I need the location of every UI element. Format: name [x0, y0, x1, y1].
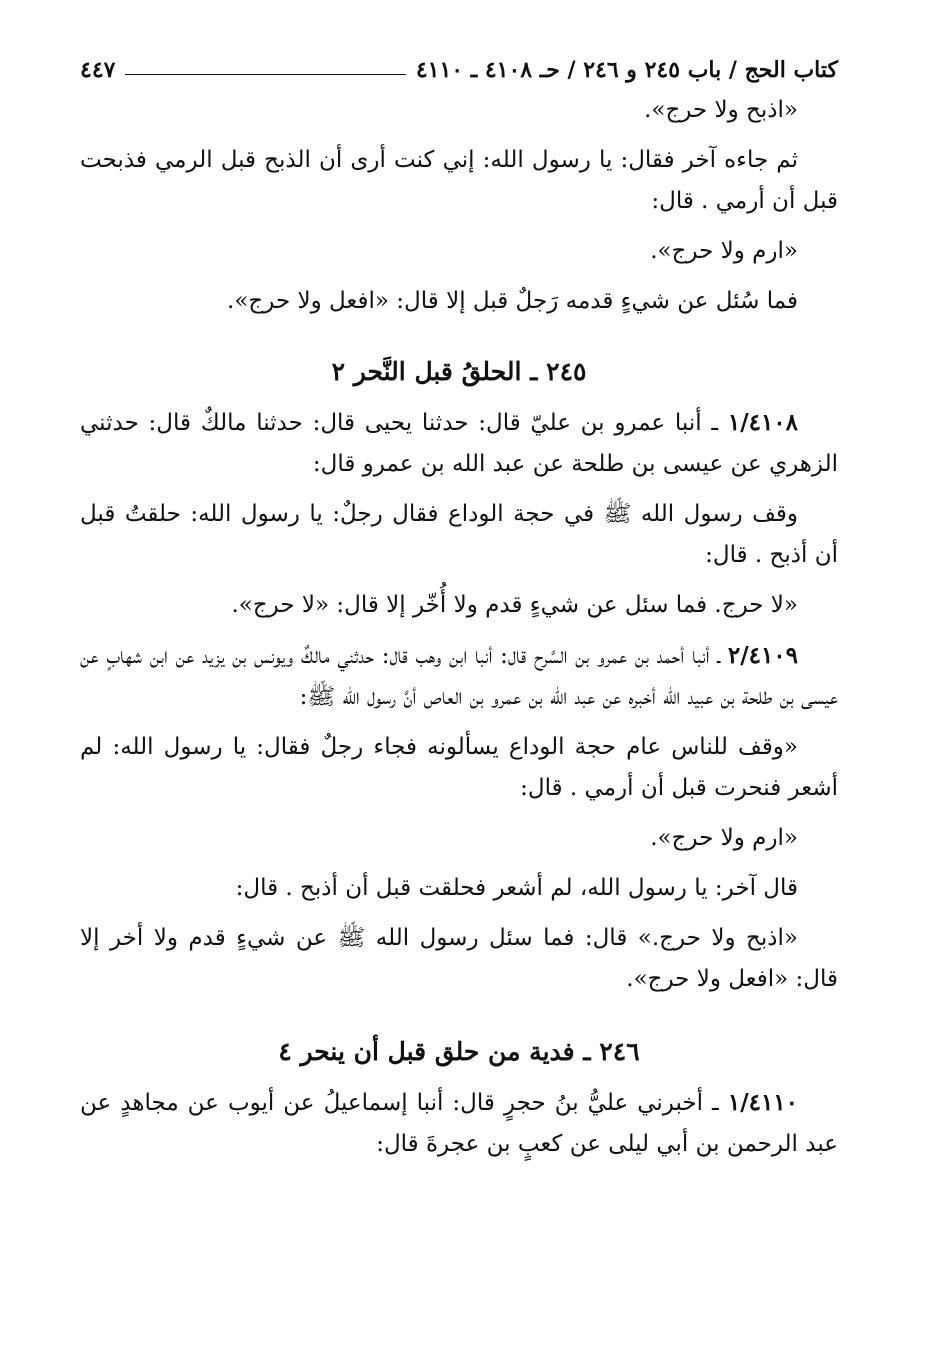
section-246-heading: ٢٤٦ ـ فدية من حلق قبل أن ينحر ٤	[278, 1037, 640, 1066]
hadith-4109-reply-2: «اذبح ولا حرج.» قال: فما سئل رسول الله ﷺ عن شيءٍ قدم ولا أخر إلا قال: «افعل ولا حرج».	[80, 925, 838, 992]
page-number: ٤٤٧	[80, 57, 116, 83]
hadith-4109-number: ٢/٤١٠٩	[727, 642, 799, 669]
hadith-4108-text: ـ أنبا عمرو بن عليّ قال: حدثنا يحيى قال: حدثنا مالكٌ قال: حدثني الزهري عن عيسى بن طلحة عن عبد الله بن عمرو قال:	[80, 410, 838, 477]
hadith-4108-matn: وقف رسول الله ﷺ في حجة الوداع فقال رجلٌ: يا رسول الله: حلقتُ قبل أن أذبح . قال:	[80, 501, 838, 568]
header-title: كتاب الحج / باب ٢٤٥ و ٢٤٦ / حـ ٤١٠٨ ـ ٤١١٠	[415, 57, 838, 83]
hadith-4108-number: ١/٤١٠٨	[727, 409, 799, 436]
paragraph-intro-3: «ارم ولا حرج».	[650, 238, 798, 264]
hadith-4110-isnad	[80, 1082, 838, 1165]
hadith-4109-question-2: قال آخر: يا رسول الله، لم أشعر فحلقت قبل أن أذبح . قال:	[235, 875, 798, 901]
running-header	[80, 50, 838, 90]
hadith-4108-reply: «لا حرج. فما سئل عن شيءٍ قدم ولا أُخّر إلا قال: «لا حرج».	[231, 592, 798, 618]
book-page	[80, 50, 838, 1165]
hadith-4109-text: ـ أنبا أحمد بن عمرو بن السَّرح قال: أنبا ابن وهب قال: حدثني مالكٌ ويونس بن يزيد عن ابن شهابٍ عن عيسى بن طلحة بن عبيد الله أخبره عن عبد الله بن عمرو بن العاص أنَّ رسول الله ﷺ:	[80, 643, 838, 710]
paragraph-intro-1: «اذبح ولا حرج».	[644, 97, 798, 123]
hadith-4110-number: ١/٤١١٠	[727, 1089, 799, 1116]
paragraph-intro-4: فما سُئل عن شيءٍ قدمه رَجلٌ قبل إلا قال: «افعل ولا حرج».	[227, 288, 798, 314]
header-rule	[125, 74, 405, 75]
paragraph-intro-2: ثم جاءه آخر فقال: يا رسول الله: إني كنت أرى أن الذبح قبل الرمي فذبحت قبل أن أرمي . قال:	[80, 147, 838, 214]
section-245-heading: ٢٤٥ ـ الحلقُ قبل النَّحر ٢	[331, 357, 587, 386]
hadith-4109-reply-1: «ارم ولا حرج».	[650, 825, 798, 851]
hadith-4109-isnad	[80, 635, 838, 718]
hadith-4110-text: ـ أخبرني عليُّ بنُ حجرٍ قال: أنبا إسماعيلُ عن أيوب عن مجاهدٍ عن عبد الرحمن بن أبي ليلى عن كعبٍ بن عجرةَ قال:	[80, 1090, 838, 1157]
hadith-4108-isnad	[80, 402, 838, 485]
hadith-4109-matn: «وقف للناس عام حجة الوداع يسألونه فجاء رجلٌ فقال: يا رسول الله: لم أشعر فنحرت قبل أن أرمي . قال:	[80, 734, 838, 801]
